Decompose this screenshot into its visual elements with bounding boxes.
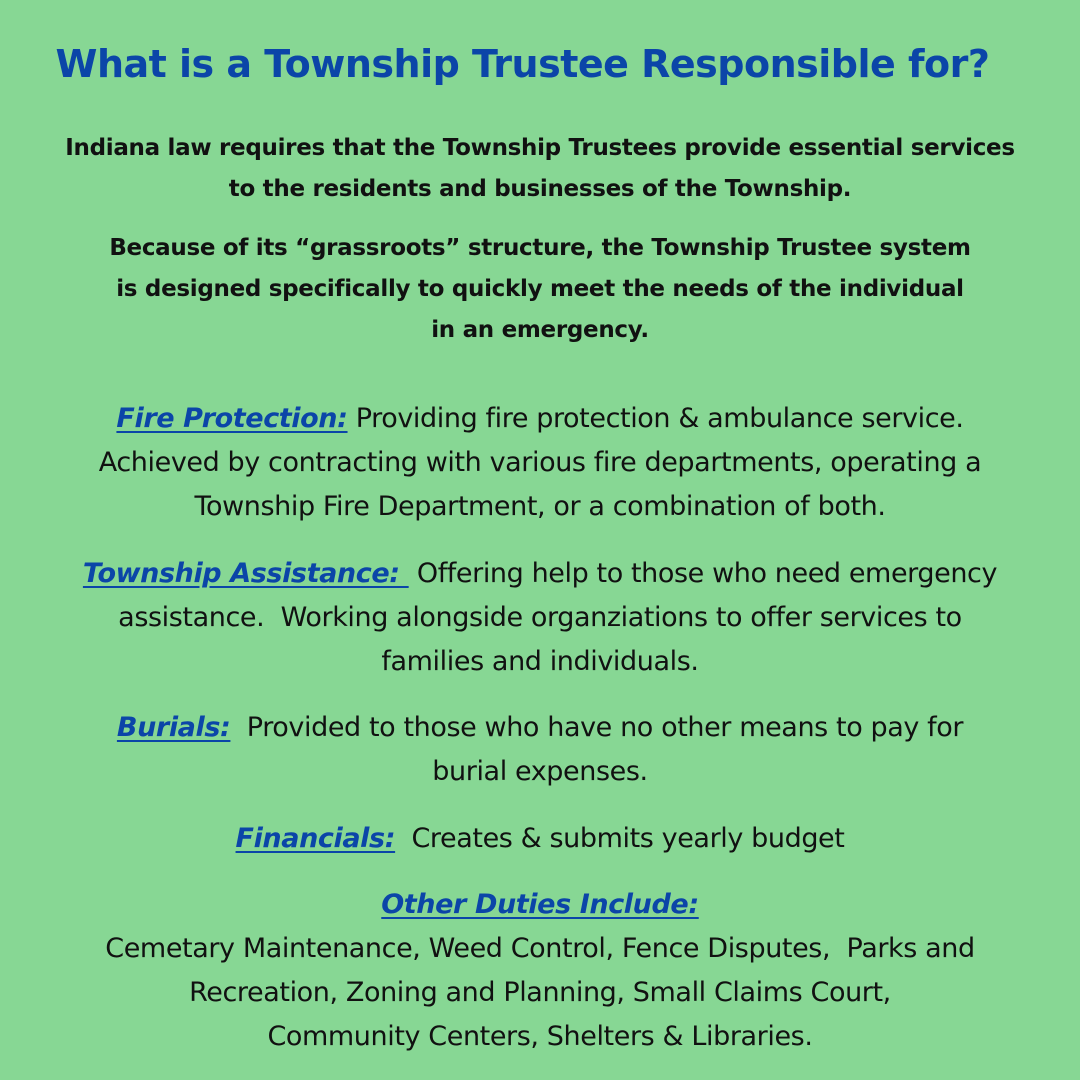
intro-paragraph-2: [0, 228, 1080, 351]
intro-line: Indiana law requires that the Township Trustees provide essential services: [65, 135, 1015, 161]
section-line: Township Fire Department, or a combination of both.: [194, 491, 886, 522]
section-line: [0, 883, 1080, 927]
section-line: Cemetary Maintenance, Weed Control, Fence Disputes, Parks and: [105, 933, 975, 964]
intro-paragraph-1: [0, 128, 1080, 210]
section-fire-protection: [0, 397, 1080, 529]
section-line: Achieved by contracting with various fire departments, operating a: [98, 447, 982, 478]
section-text: Offering help to those who need emergency: [408, 558, 998, 589]
intro-line: Because of its “grassroots” structure, the Township Trustee system: [109, 235, 971, 261]
township-assistance-heading: Township Assistance:: [82, 558, 409, 589]
fire-protection-heading: Fire Protection:: [116, 403, 348, 434]
section-financials: [0, 817, 1080, 861]
section-township-assistance: [0, 552, 1080, 684]
section-line: Recreation, Zoning and Planning, Small Claims Court,: [189, 977, 891, 1008]
section-line: [0, 397, 1080, 441]
section-line: burial expenses.: [432, 756, 648, 787]
section-line: [0, 552, 1080, 596]
intro-line: is designed specifically to quickly meet the needs of the individual: [116, 276, 964, 302]
section-line: Community Centers, Shelters & Libraries.: [267, 1021, 813, 1052]
financials-heading: Financials:: [235, 823, 396, 854]
section-other-duties: [0, 883, 1080, 1059]
section-line: families and individuals.: [381, 646, 699, 677]
section-line: [0, 706, 1080, 750]
intro-line: to the residents and businesses of the Township.: [228, 176, 852, 202]
other-duties-heading: Other Duties Include:: [381, 889, 699, 920]
section-line: assistance. Working alongside organziations to offer services to: [118, 602, 962, 633]
section-text: Creates & submits yearly budget: [395, 823, 845, 854]
section-burials: [0, 706, 1080, 794]
section-text: Provided to those who have no other means to pay for: [230, 712, 964, 743]
section-text: Providing fire protection & ambulance service.: [347, 403, 964, 434]
burials-heading: Burials:: [116, 712, 231, 743]
intro-line: in an emergency.: [431, 317, 649, 343]
section-line: [0, 817, 1080, 861]
page-title: What is a Township Trustee Responsible for?: [55, 42, 990, 86]
